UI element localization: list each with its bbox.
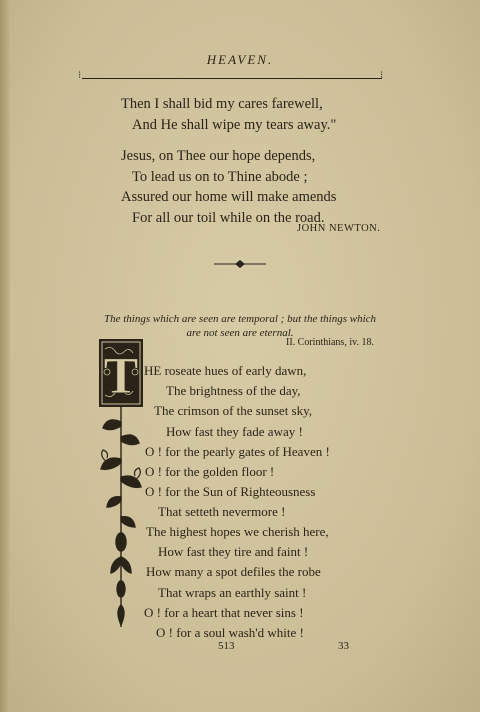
verse-line: O ! for a heart that never sins ! bbox=[144, 604, 304, 620]
page-number-right: 33 bbox=[338, 640, 349, 652]
attribution: JOHN NEWTON. bbox=[297, 223, 381, 234]
verse-line: How many a spot defiles the robe bbox=[146, 564, 321, 580]
verse-line: Jesus, on Thee our hope depends, bbox=[121, 148, 316, 164]
verse-line: O ! for the Sun of Righteousness bbox=[145, 484, 316, 500]
verse-line: How fast they tire and faint ! bbox=[158, 544, 309, 560]
head-rule bbox=[82, 78, 382, 79]
verse-line: For all our toil while on the road. bbox=[132, 209, 325, 226]
verse-line: HE roseate hues of early dawn, bbox=[144, 363, 307, 378]
ornament-dot-icon: ⁝ bbox=[78, 70, 82, 81]
verse-line: O ! for the pearly gates of Heaven ! bbox=[145, 443, 330, 459]
ornament-dot-icon: ⁝ bbox=[380, 70, 384, 81]
verse-line: The brightness of the day, bbox=[166, 383, 301, 399]
dropcap-ornament bbox=[93, 337, 149, 637]
stanza-2 bbox=[121, 146, 336, 228]
verse-line: That wraps an earthly saint ! bbox=[158, 584, 307, 600]
verse-line: The highest hopes we cherish here, bbox=[146, 524, 329, 539]
epigraph-citation: II. Corinthians, iv. 18. bbox=[286, 337, 374, 348]
verse-line: O ! for the golden floor ! bbox=[145, 464, 275, 480]
epigraph-line: The things which are seen are temporal ; but the things which bbox=[103, 313, 377, 325]
running-head: HEAVEN. bbox=[206, 52, 274, 67]
epigraph-line: are not seen are eternal. bbox=[186, 327, 294, 339]
poem-stanza-1 bbox=[144, 361, 330, 523]
verse-line: O ! for a soul wash'd white ! bbox=[156, 625, 304, 641]
section-divider-icon bbox=[212, 258, 268, 270]
page-number-left: 513 bbox=[218, 640, 235, 652]
verse-line: And He shall wipe my tears away." bbox=[132, 116, 337, 133]
poem-stanza-2 bbox=[146, 522, 329, 643]
stanza-1 bbox=[121, 94, 336, 135]
verse-line: That setteth nevermore ! bbox=[158, 504, 286, 520]
verse-line: Then I shall bid my cares farewell, bbox=[121, 96, 323, 112]
verse-line: How fast they fade away ! bbox=[166, 423, 303, 439]
page-gutter bbox=[0, 0, 10, 712]
dropcap-letter: T bbox=[103, 348, 139, 405]
verse-line: Assured our home will make amends bbox=[121, 189, 337, 205]
verse-line: To lead us on to Thine abode ; bbox=[132, 168, 308, 185]
verse-line: The crimson of the sunset sky, bbox=[154, 403, 313, 419]
epigraph bbox=[0, 312, 480, 340]
